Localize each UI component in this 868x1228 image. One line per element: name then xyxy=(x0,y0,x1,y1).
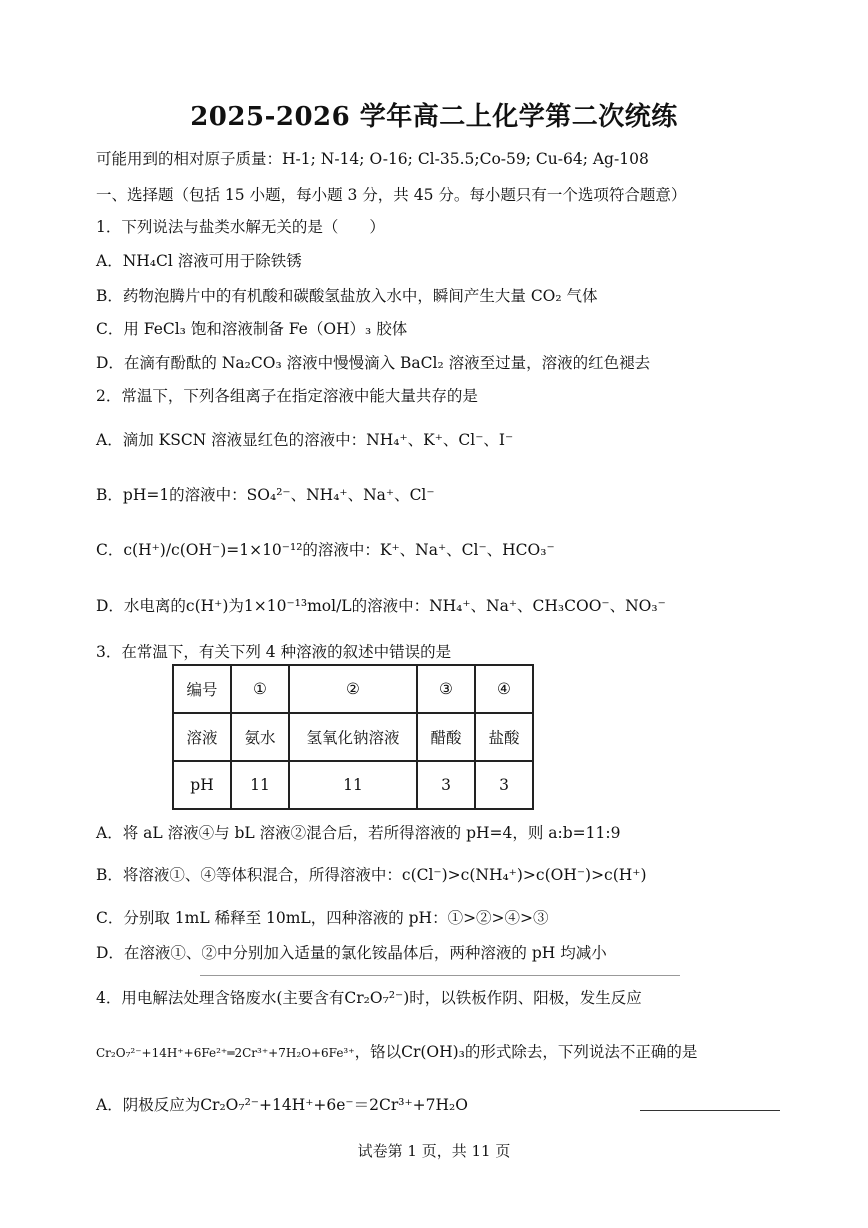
table-cell: 11 xyxy=(231,761,289,809)
table-cell: ④ xyxy=(475,665,533,713)
table-cell: 3 xyxy=(417,761,475,809)
q4-reaction-line xyxy=(96,1040,697,1062)
q1-option-c: C．用 FeCl₃ 饱和溶液制备 Fe（OH）₃ 胶体 xyxy=(96,320,408,338)
q3-option-d: D．在溶液①、②中分别加入适量的氯化铵晶体后，两种溶液的 pH 均减小 xyxy=(96,944,607,962)
table-cell: ③ xyxy=(417,665,475,713)
page-title: 2025-2026 学年高二上化学第二次统练 xyxy=(190,102,678,132)
table-cell: pH xyxy=(173,761,231,809)
q3-option-a: A．将 aL 溶液④与 bL 溶液②混合后，若所得溶液的 pH=4，则 a:b=11:9 xyxy=(96,824,621,842)
table-cell: 3 xyxy=(475,761,533,809)
q2-option-b: B．pH=1的溶液中：SO₄²⁻、NH₄⁺、Na⁺、Cl⁻ xyxy=(96,486,435,504)
q3-option-c: C．分别取 1mL 稀释至 10mL，四种溶液的 pH：①>②>④>③ xyxy=(96,909,549,927)
table-cell: 氨水 xyxy=(231,713,289,761)
atomic-masses: 可能用到的相对原子质量：H-1; N-14; O-16; Cl-35.5;Co-59; Cu-64; Ag-108 xyxy=(96,150,649,168)
q1-stem: 1．下列说法与盐类水解无关的是（ ） xyxy=(96,218,385,236)
table-row xyxy=(173,713,533,761)
q4-reaction: Cr₂O₇²⁻+14H⁺+6Fe²⁺═2Cr³⁺+7H₂O+6Fe³⁺ xyxy=(96,1046,355,1060)
q2-option-a: A．滴加 KSCN 溶液显红色的溶液中：NH₄⁺、K⁺、Cl⁻、I⁻ xyxy=(96,431,514,449)
table-cell: 11 xyxy=(289,761,417,809)
table-cell: 编号 xyxy=(173,665,231,713)
page-footer: 试卷第 1 页，共 11 页 xyxy=(357,1142,511,1160)
q1-option-a: A．NH₄Cl 溶液可用于除铁锈 xyxy=(96,252,302,270)
table-cell: 醋酸 xyxy=(417,713,475,761)
table-cell: ② xyxy=(289,665,417,713)
scan-line xyxy=(640,1110,780,1111)
section-header: 一、选择题（包括 15 小题，每小题 3 分，共 45 分。每小题只有一个选项符合题意） xyxy=(96,186,687,204)
q2-option-d: D．水电离的c(H⁺)为1×10⁻¹³mol/L的溶液中：NH₄⁺、Na⁺、CH₃COO⁻、NO₃⁻ xyxy=(96,597,666,615)
table-cell: ① xyxy=(231,665,289,713)
q1-option-b: B．药物泡腾片中的有机酸和碳酸氢盐放入水中，瞬间产生大量 CO₂ 气体 xyxy=(96,287,598,305)
q2-stem: 2．常温下，下列各组离子在指定溶液中能大量共存的是 xyxy=(96,387,478,405)
q2-option-c: C．c(H⁺)/c(OH⁻)=1×10⁻¹²的溶液中：K⁺、Na⁺、Cl⁻、HCO₃⁻ xyxy=(96,541,555,559)
table-cell: 溶液 xyxy=(173,713,231,761)
table-row xyxy=(173,761,533,809)
q1-option-d: D．在滴有酚酞的 Na₂CO₃ 溶液中慢慢滴入 BaCl₂ 溶液至过量，溶液的红色褪去 xyxy=(96,354,651,372)
table-cell: 盐酸 xyxy=(475,713,533,761)
table-cell: 氢氧化钠溶液 xyxy=(289,713,417,761)
q4-stem: 4．用电解法处理含铬废水(主要含有Cr₂O₇²⁻)时，以铁板作阴、阳极，发生反应 xyxy=(96,989,642,1007)
q4-reaction-tail: ，铬以Cr(OH)₃的形式除去，下列说法不正确的是 xyxy=(354,1043,698,1061)
scan-line xyxy=(200,975,680,976)
table-row xyxy=(173,665,533,713)
q3-option-b: B．将溶液①、④等体积混合，所得溶液中：c(Cl⁻)>c(NH₄⁺)>c(OH⁻)>c(H⁺) xyxy=(96,866,647,884)
q4-option-a: A．阴极反应为Cr₂O₇²⁻+14H⁺+6e⁻＝2Cr³⁺+7H₂O xyxy=(96,1096,468,1114)
q3-table xyxy=(172,664,534,810)
q3-stem: 3．在常温下，有关下列 4 种溶液的叙述中错误的是 xyxy=(96,643,452,661)
